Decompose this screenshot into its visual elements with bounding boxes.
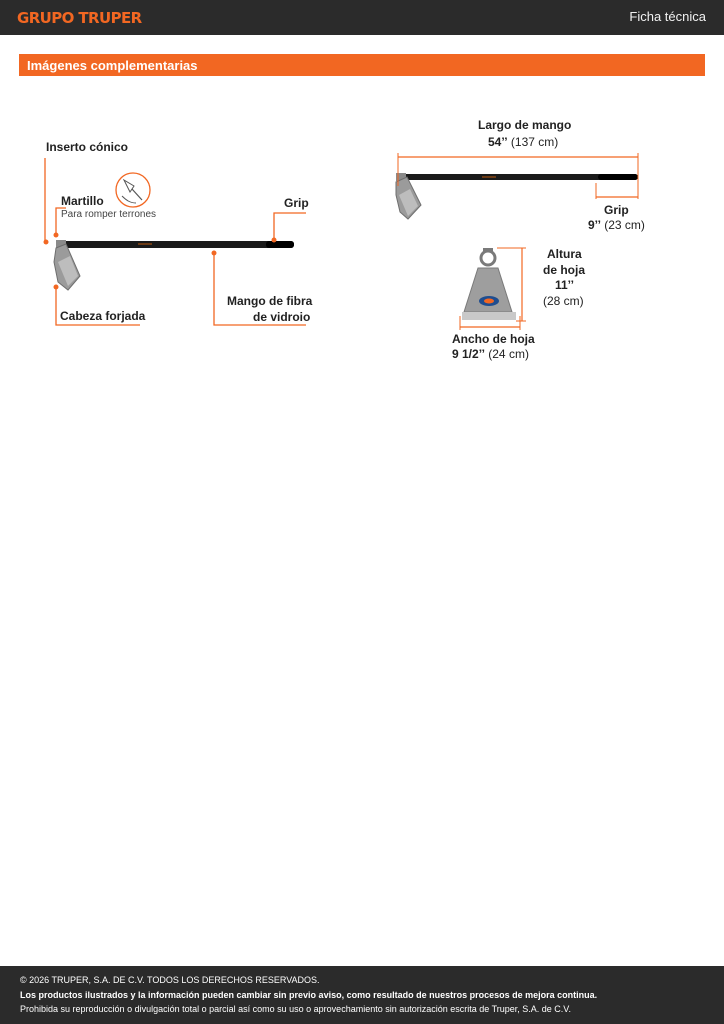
callout-grip <box>274 213 306 240</box>
ancho-inches: 9 1/2’’ <box>452 347 485 361</box>
label-largo-mango: Largo de mango <box>478 118 572 132</box>
handle-label-mark <box>138 243 152 245</box>
label-largo-value <box>488 135 558 149</box>
section-title: Imágenes complementarias <box>27 58 198 73</box>
grip-cm: (23 cm) <box>604 218 645 232</box>
label-altura-line1: Altura <box>547 247 582 261</box>
label-cabeza-forjada: Cabeza forjada <box>60 309 146 323</box>
largo-cm: (137 cm) <box>510 135 559 149</box>
footer <box>0 966 724 1024</box>
grip-inches: 9’’ <box>588 218 601 232</box>
blade-front-view <box>462 248 516 320</box>
document-type: Ficha técnica <box>629 9 706 24</box>
largo-inches: 54’’ <box>488 135 508 149</box>
label-martillo: Martillo <box>61 194 104 208</box>
label-altura-cm: (28 cm) <box>543 294 584 308</box>
brand-logo: GRUPO TRUPER <box>17 9 142 27</box>
hammer-icon <box>116 173 150 207</box>
label-inserto-conico: Inserto cónico <box>46 140 129 154</box>
label-grip: Grip <box>284 196 309 210</box>
label-grip-value <box>588 218 645 232</box>
label-grip-dim: Grip <box>604 203 629 217</box>
label-ancho-hoja: Ancho de hoja <box>452 332 535 346</box>
ancho-cm: (24 cm) <box>488 347 529 361</box>
label-mango-line2: de vidroio <box>253 310 311 324</box>
label-ancho-value <box>452 347 529 361</box>
label-altura-inches: 11’’ <box>555 278 574 292</box>
footer-notice: Los productos ilustrados y la información pueden cambiar sin previo aviso, como resultado de nuestros procesos de mejora continua. <box>20 990 598 1000</box>
product-diagram <box>0 0 724 400</box>
fiberglass-handle <box>62 241 294 248</box>
label-martillo-sub: Para romper terrones <box>61 209 157 220</box>
footer-copyright: © 2026 TRUPER, S.A. DE C.V. TODOS LOS DERECHOS RESERVADOS. <box>20 975 320 985</box>
label-mango-line1: Mango de fibra <box>227 294 313 308</box>
grip <box>266 241 294 248</box>
dimensioned-hoe-drawing <box>396 153 638 330</box>
label-altura-line2: de hoja <box>543 263 586 277</box>
footer-legal: Prohibida su reproducción o divulgación total o parcial así como su uso o aprovechamiento sin autorización escrita de Truper, S.A. de C.V. <box>20 1004 571 1014</box>
